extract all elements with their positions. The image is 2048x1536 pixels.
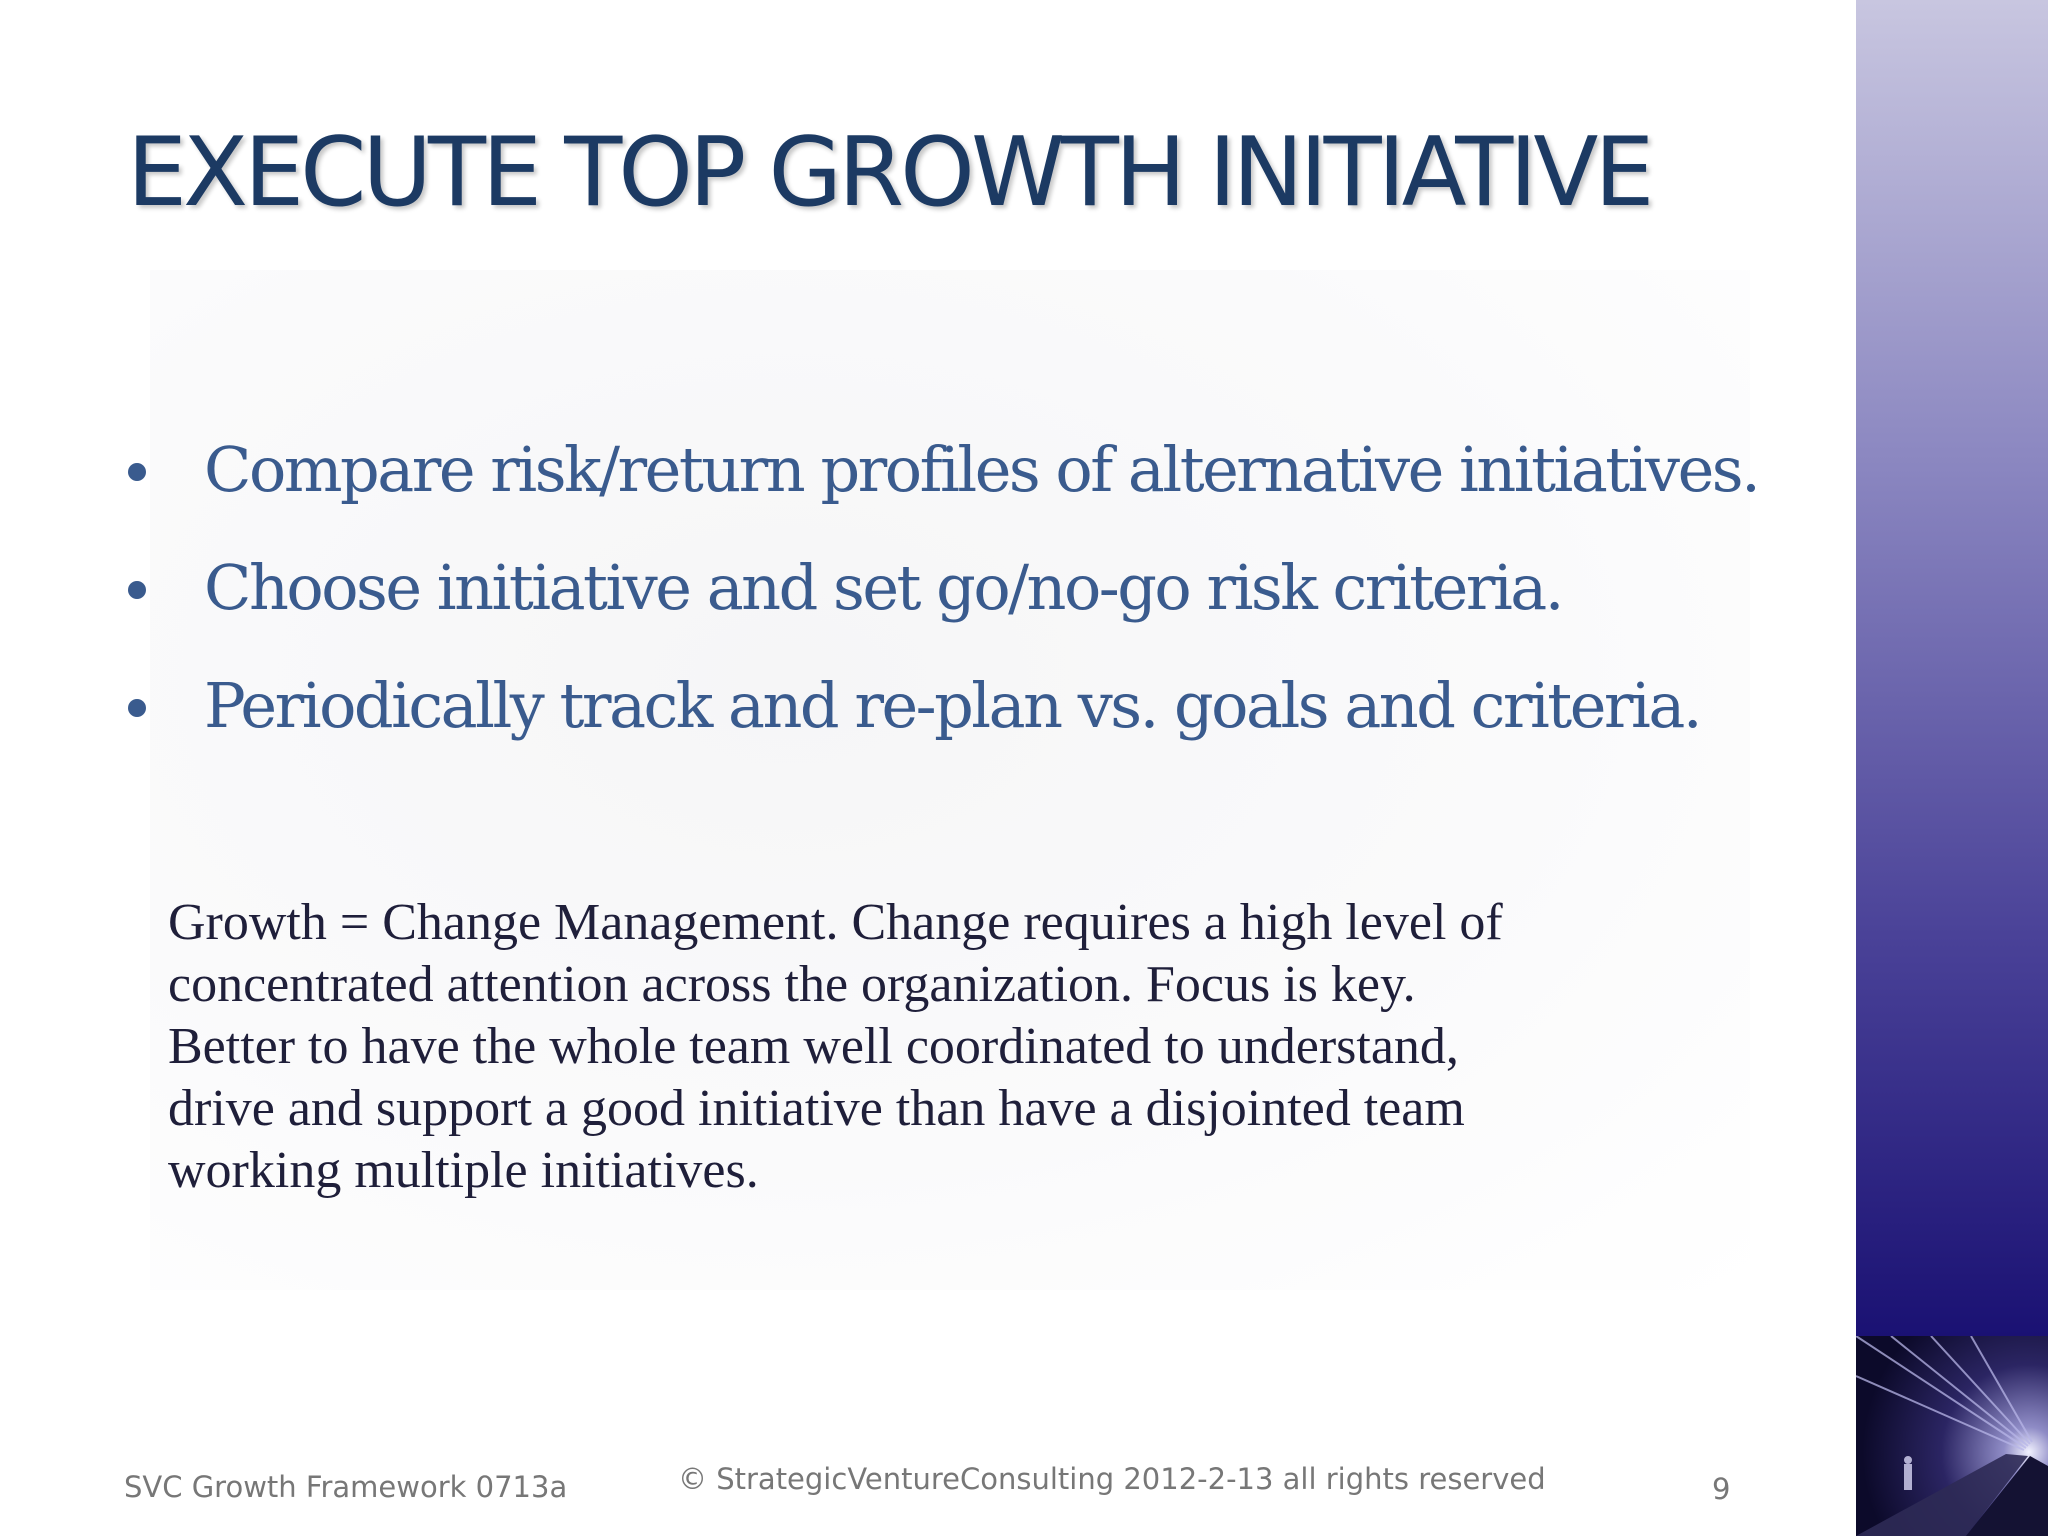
- bullet-icon: [128, 699, 146, 717]
- subway-tunnel-photo: [1856, 1336, 2048, 1536]
- footer-presentation-name: SVC Growth Framework 0713a: [124, 1470, 568, 1504]
- footer-copyright: © StrategicVentureConsulting 2012-2-13 all rights reserved: [678, 1462, 1546, 1496]
- bullet-item: [120, 548, 1758, 666]
- bullet-text: Compare risk/return profiles of alternative initiatives.: [204, 433, 1759, 506]
- gradient-sidebar: [1856, 0, 2048, 1336]
- page-number: 9: [1712, 1472, 1731, 1506]
- bullet-item: [120, 430, 1758, 548]
- bullet-item: [120, 666, 1758, 784]
- bullet-list: [120, 430, 1758, 784]
- bullet-text: Periodically track and re-plan vs. goals and criteria.: [204, 669, 1701, 742]
- bullet-text: Choose initiative and set go/no-go risk criteria.: [204, 551, 1562, 624]
- tunnel-illustration: [1856, 1336, 2048, 1536]
- bullet-icon: [128, 463, 146, 481]
- body-paragraph: Growth = Change Management. Change requires a high level of concentrated attention across the organization. Focus is key. Better to have the whole team well coordinated to understand, drive and support a good initiative than have a disjointed team working multiple initiatives.: [168, 894, 1503, 1199]
- bullet-icon: [128, 581, 146, 599]
- slide-title: EXECUTE TOP GROWTH INITIATIVE: [127, 118, 1651, 228]
